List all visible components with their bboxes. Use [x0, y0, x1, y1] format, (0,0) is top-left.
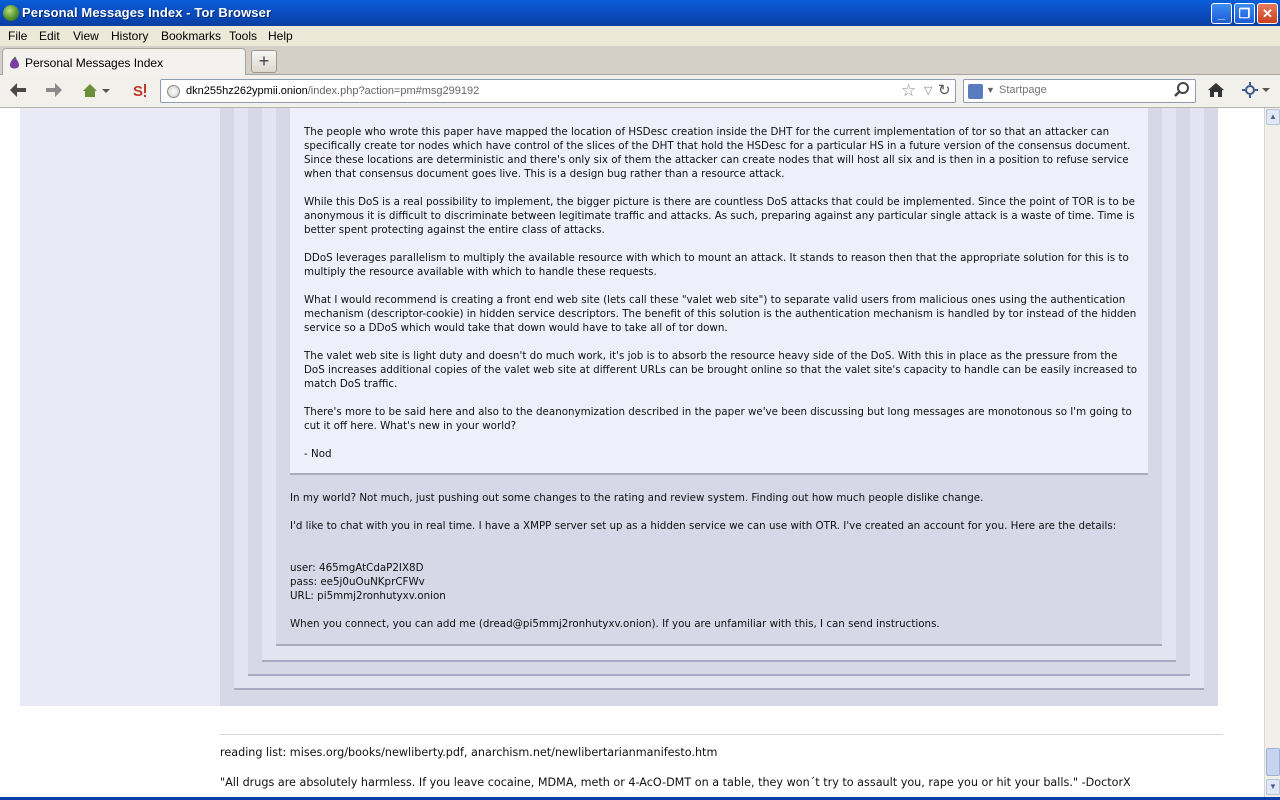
credential-url: URL: pi5mmj2ronhutyxv.onion — [290, 590, 446, 602]
signature-quote: "All drugs are absolutely harmless. If you leave cocaine, MDMA, meth or 4-AcO-DMT on a table, they won´t try to assault you, rape you or hit your balls." -DoctorX — [220, 776, 1131, 789]
reply-paragraph: I'd like to chat with you in real time. I have a XMPP server set up as a hidden service we can use with OTR. I've created an account for you. Here are the details: — [290, 520, 1117, 532]
tor-button-icon[interactable] — [1240, 81, 1272, 101]
svg-text:S: S — [133, 83, 144, 99]
reply-paragraph: In my world? Not much, just pushing out some changes to the rating and review system. Finding out how much people dislike change. — [290, 492, 984, 504]
url-bar[interactable] — [160, 79, 956, 103]
star-icon[interactable]: ☆ — [901, 81, 917, 100]
menu-history[interactable]: History — [111, 29, 149, 43]
tab-bar — [0, 46, 1280, 75]
url-path: /index.php?action=pm#msg299192 — [307, 85, 480, 97]
signature-reading-list: reading list: mises.org/books/newliberty.pdf, anarchism.net/newlibertarianmanifesto.htm — [220, 746, 718, 759]
navigation-toolbar — [0, 75, 1280, 108]
quoted-paragraph: DDoS leverages parallelism to multiply the available resource with which to mount an attack. It stands to reason then that the appropriate solution for this is to multiply the resource available with which to handle these requests. — [304, 252, 1129, 278]
search-bar[interactable] — [963, 79, 1196, 103]
scroll-up-button[interactable]: ▲ — [1266, 109, 1280, 125]
tor-onion-favicon-icon — [9, 56, 20, 69]
menu-bookmarks[interactable]: Bookmarks — [161, 29, 222, 43]
url-host: dkn255hz262ypmii.onion — [186, 85, 308, 97]
quoted-paragraph: The valet web site is light duty and doesn't do much work, it's job is to absorb the resource heavy side of the DoS. With this in place as the pressure from the DoS increases additional copies of the valet web site at different URLs can be brought online so that the valet site's capacity to handle can be easily increased to match DoS traffic. — [304, 350, 1138, 390]
tor-browser-app-icon[interactable] — [3, 5, 19, 21]
new-tab-button[interactable]: + — [251, 50, 277, 73]
search-engine-icon[interactable] — [968, 84, 983, 99]
credential-user: user: 465mgAtCdaP2IX8D — [290, 562, 424, 574]
magnifier-icon[interactable] — [1173, 81, 1191, 104]
window-title-bar[interactable] — [0, 0, 1280, 26]
url-history-dropdown-icon[interactable]: ▽ — [924, 85, 933, 97]
close-button[interactable]: ✕ — [1257, 3, 1278, 24]
menu-bar — [0, 26, 1280, 46]
quoted-paragraph: While this DoS is a real possibility to implement, the bigger picture is there are countless DoS attacks that could be implemented. Since the point of TOR is to be anonymous it is difficult to discriminate between legitimate traffic and attacks. As such, preparing against any particular single attack is a waste of time. Time is better spent protecting against the entire class of attacks. — [304, 196, 1135, 236]
site-identity-icon[interactable] — [167, 85, 180, 98]
menu-edit[interactable]: Edit — [39, 29, 60, 43]
quoted-signoff: - Nod — [304, 448, 332, 460]
quoted-paragraph: There's more to be said here and also to the deanonymization described in the paper we've been discussing but long messages are monotonous so I'm going to cut it off here. What's new in your world? — [304, 406, 1132, 432]
vertical-scrollbar[interactable] — [1264, 108, 1280, 797]
scrollbar-thumb[interactable] — [1266, 748, 1280, 776]
forward-arrow-icon[interactable] — [43, 81, 65, 101]
maximize-button[interactable]: ❐ — [1234, 3, 1255, 24]
search-input[interactable] — [999, 84, 1169, 96]
quoted-paragraph: What I would recommend is creating a front end web site (lets call these "valet web site") to separate valid users from malicious ones using the authentication mechanism (descriptor-cookie) in hidden service descriptors. The benefit of this solution is the authentication mechanism is handled by tor instead of the hidden service so a DDoS which would take that down would have to take all of tor down. — [304, 294, 1137, 334]
reload-icon[interactable]: ↻ — [938, 82, 951, 99]
credential-pass: pass: ee5j0uOuNKprCFWv — [290, 576, 425, 588]
tab-label: Personal Messages Index — [25, 56, 164, 70]
minimize-button[interactable]: _ — [1211, 3, 1232, 24]
back-arrow-icon[interactable] — [7, 81, 29, 101]
menu-file[interactable]: File — [8, 29, 28, 43]
window-title: Personal Messages Index - Tor Browser — [22, 5, 272, 20]
menu-view[interactable]: View — [73, 29, 99, 43]
url-text[interactable] — [186, 85, 479, 97]
menu-tools[interactable]: Tools — [229, 29, 258, 43]
page-viewport — [0, 108, 1264, 797]
noscript-icon[interactable] — [129, 81, 151, 101]
reply-paragraph: When you connect, you can add me (dread@pi5mmj2ronhutyxv.onion). If you are unfamiliar with this, I can send instructions. — [290, 618, 940, 630]
tor-onion-home-icon[interactable] — [80, 81, 112, 101]
menu-help[interactable]: Help — [268, 29, 293, 43]
signature-divider — [220, 734, 1223, 735]
poster-info-column — [20, 108, 220, 706]
tab-personal-messages[interactable] — [2, 48, 246, 75]
quoted-paragraph: The people who wrote this paper have mapped the location of HSDesc creation inside the DHT for the current implementation of tor so that an attacker can specifically create tor nodes which have control of the slices of the DHT that hold the HSDesc for a particular HS in a future version of the consensus document. Since these locations are deterministic and there's only six of them the attacker can create nodes that will host all six and is then in a position to refuse service when that consensus document goes live. This is a design bug rather than a resource attack. — [304, 126, 1131, 180]
scroll-down-button[interactable]: ▼ — [1266, 779, 1280, 795]
home-icon[interactable] — [1205, 81, 1227, 101]
search-engine-dropdown-icon[interactable]: ▼ — [986, 85, 995, 95]
